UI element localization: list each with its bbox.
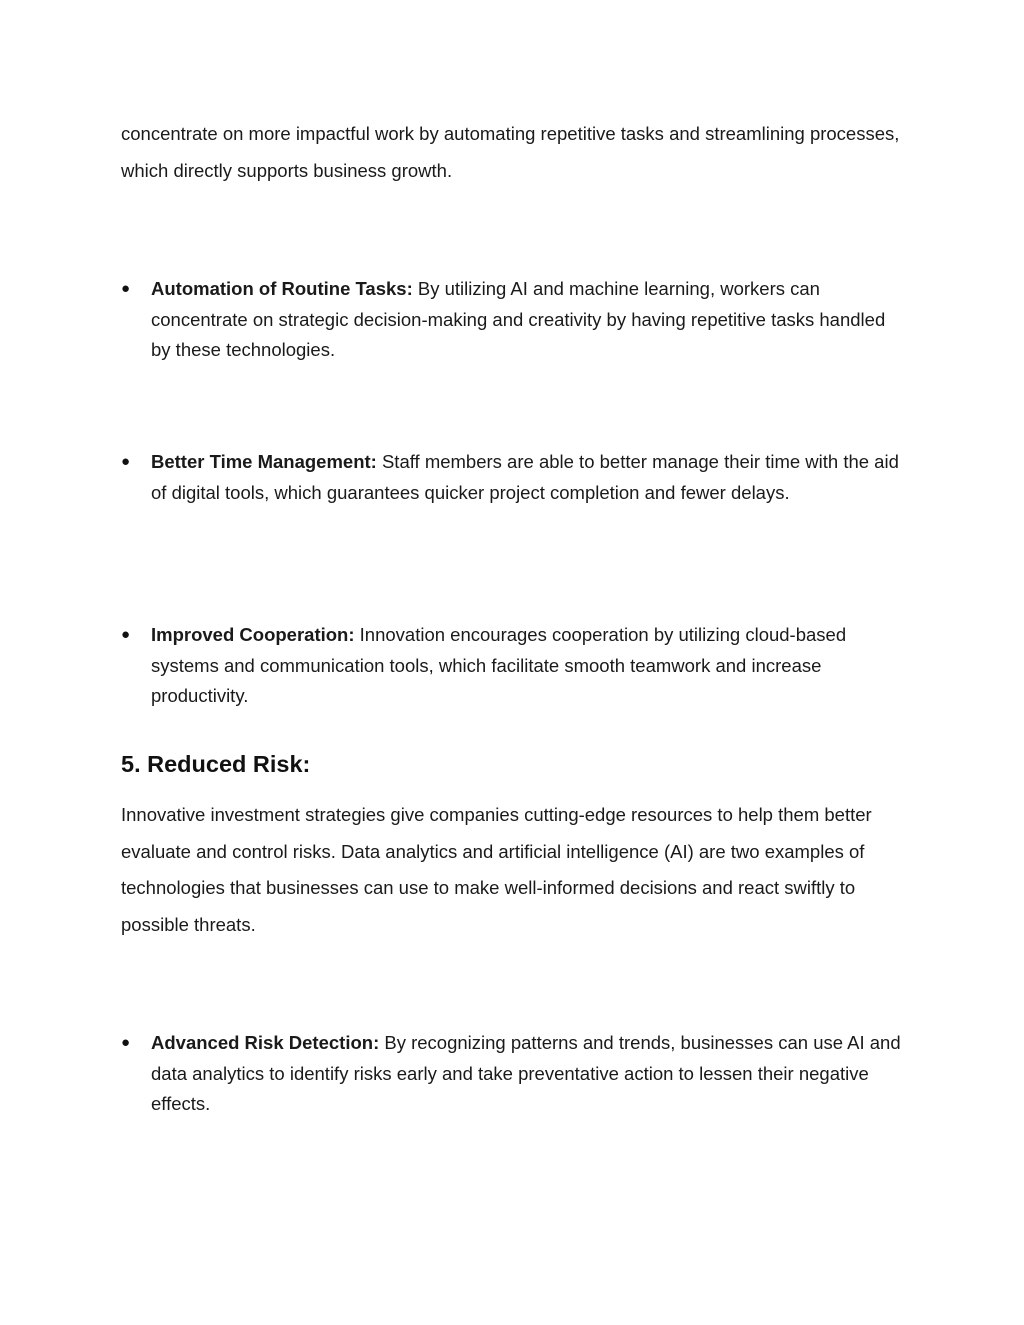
bullet-term: Advanced Risk Detection:: [151, 1032, 380, 1053]
bullet-text: [151, 620, 901, 712]
bullet-text: [151, 274, 901, 366]
intro-paragraph: concentrate on more impactful work by automating repetitive tasks and streamlining processes, which directly supports business growth.: [121, 123, 900, 181]
bullet-icon: ●: [121, 1034, 131, 1051]
bullet-text: [151, 447, 901, 508]
bullet-description: By utilizing AI and machine learning, workers can concentrate on strategic decision-making and creativity by having repetitive tasks handled by these technologies.: [151, 278, 886, 360]
bullet-text: [151, 1028, 901, 1120]
list-item-risk-detection: [121, 1028, 901, 1120]
bullet-description: By recognizing patterns and trends, businesses can use AI and data analytics to identify risks early and take preventative action to lessen their negative effects.: [151, 1032, 901, 1114]
bullet-term: Automation of Routine Tasks:: [151, 278, 413, 299]
bullet-icon: ●: [121, 280, 131, 297]
bullet-icon: ●: [121, 626, 131, 643]
list-item-cooperation: [121, 620, 901, 712]
list-item-time-management: [121, 447, 901, 508]
bullet-term: Better Time Management:: [151, 451, 377, 472]
list-item-automation: [121, 274, 901, 366]
bullet-term: Improved Cooperation:: [151, 624, 355, 645]
section-heading: 5. Reduced Risk:: [121, 751, 311, 777]
section-paragraph: Innovative investment strategies give companies cutting-edge resources to help them better evaluate and control risks. Data analytics and artificial intelligence (AI) are two examples of technologies that businesses can use to make well-informed decisions and react swiftly to possible threats.: [121, 804, 872, 936]
bullet-description: Innovation encourages cooperation by utilizing cloud-based systems and communication tools, which facilitate smooth teamwork and increase productivity.: [151, 624, 847, 706]
bullet-icon: ●: [121, 453, 131, 470]
bullet-description: Staff members are able to better manage their time with the aid of digital tools, which guarantees quicker project completion and fewer delays.: [151, 451, 899, 503]
